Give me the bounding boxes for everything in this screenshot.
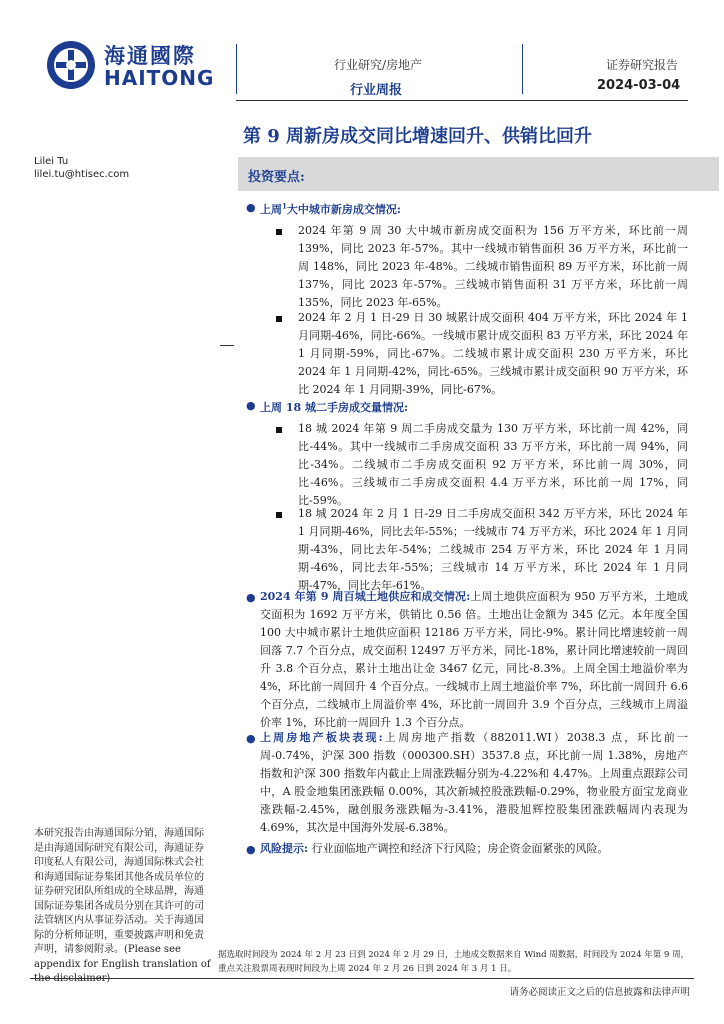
header-divider <box>236 44 237 94</box>
second-hand-monthly-text: 18 城 2024 年 2 月 1 日-29 日二手房成交面积 342 万平方米，环比 2024 年 1 月同期-46%，同比去年-55%；一线城市 74 万平方米，环比 2024 年 1 月同期-43%，同比去年-54%；二线城市 254 万平方米，环比 2024 年 1 月同期-46%，同比去年-55%；三线城市 14 万平方米，环比 2024 年 1 月同期-47%，同比去年-61%。 <box>298 507 688 592</box>
header-divider <box>522 44 523 94</box>
key-points-bar <box>238 157 719 191</box>
report-title: 第 9 周新房成交同比增速回升、供销比回升 <box>243 126 593 147</box>
risk-warning-paragraph: 风险提示: 行业面临地产调控和经济下行风险；房企资金面紧张的风险。 <box>260 842 609 855</box>
land-supply-paragraph: 2024 年第 9 周百城土地供应和成交情况:上周土地供应面积为 950 万平方米，土地成交面积为 1692 万平方米，供销比 0.56 倍。土地出让金额为 345 亿元。本年度全国 100 大中城市累计土地供应面积 12186 万平方米，同比-9%。累计同比增速较前一周回落 7.7 个百分点，成交面积 12497 万平方米，同比-18%，累计同比增速较前一周回升 3.8 个百分点，累计土地出让金 3467 亿元，同比-8.3%。上周全国土地溢价率为 4%，环比前一周回升 4 个百分点。一线城市上周土地溢价率 7%，环比前一周回升 6.6 个百分点，二线城市上周溢价率 4%，环比前一周回升 3.9 个百分点，三线城市上周溢价率 1%，环比前一周回升 1.3 个百分点。 <box>260 590 688 729</box>
section-bullet-icon: ● <box>246 201 256 214</box>
new-homes-weekly-text: 2024 年第 9 周 30 大中城市新房成交面积为 156 万平方米，环比前一周 139%，同比 2023 年-57%。其中一线城市销售面积 36 万平方米，环比前一周 148%，同比 2023 年-48%。二线城市销售面积 89 万平方米，环比前一周 137%，同比 2023 年-57%。三线城市销售面积 31 万平方米，环比前一周 135%，同比 2023 年-65%。 <box>298 224 688 309</box>
legal-notice: 请务必阅读正文之后的信息披露和法律声明 <box>509 987 690 998</box>
section-heading-sector: 上周房地产板块表现: <box>260 731 383 744</box>
report-series: 行业周报 <box>350 83 403 98</box>
section-bullet-icon: ● <box>246 591 256 604</box>
new-homes-monthly-text: 2024 年 2 月 1 日-29 日 30 城累计成交面积 404 万平方米，环比 2024 年 1 月同期-46%，同比-66%。一线城市累计成交面积 83 万平方米，环比 2024 年 1 月同期-59%，同比-67%。二线城市累计成交面积 230 万平方米，环比 2024 年 1 月同期-42%，同比-65%。三线城市累计成交面积 90 万平方米，环比 2024 年 1 月同期-39%，同比-67%。 <box>298 311 688 396</box>
section-bullet-icon: ● <box>246 843 256 856</box>
square-bullet-icon <box>276 512 282 518</box>
square-bullet-icon <box>276 229 282 235</box>
sector-performance-paragraph: 上周房地产板块表现:上周房地产指数（882011.WI）2038.3 点，环比前一周-0.74%，沪深 300 指数（000300.SH）3537.8 点，环比前一周 1.38%，房地产指数和沪深 300 指数年内截止上周涨跌幅分别为-4.22%和 4.47%。上周重点跟踪公司中，A 股金地集团涨跌幅 0.00%，其次新城控股涨跌幅-0.29%，物业股方面宝龙商业涨跌幅-2.45%，融创服务涨跌幅为-3.41%，港股旭辉控股集团涨跌幅周内表现为 4.69%，其次是中国海外发展-6.38%。 <box>260 731 689 834</box>
author-name: Lilei Tu <box>34 156 69 167</box>
section-bullet-icon: ● <box>246 399 256 412</box>
square-bullet-icon <box>276 316 282 322</box>
report-category: 行业研究/房地产 <box>334 58 423 72</box>
distribution-disclaimer: 本研究报告由海通国际分销，海通国际是由海通国际研究有限公司，海通证券印度私人有限公司，海通国际株式会社和海通国际证券集团其他各成员单位的证券研究团队所组成的全球品牌，海通国际证券集团各成员分别在其许可的司法管辖区内从事证券活动。关于海通国际的分析师证明，重要披露声明和免责声明，请参阅附录。(Please see appendix for English translation of <box>34 828 211 970</box>
section-bullet-icon: ● <box>246 732 256 745</box>
margin-dash <box>220 345 234 346</box>
haitong-logo-icon <box>46 40 96 90</box>
data-footnote: 据选取时间段为 2024 年 2 月 23 日到 2024 年 2 月 29 日，土地成交数据来自 Wind 周数据，时间段为 2024 年第 9 周，重点关注股票周表现时间段为上周 2024 年 2 月 26 日到 2024 年 3 月 1 日。 <box>218 950 690 974</box>
author-email[interactable]: lilei.tu@htisec.com <box>34 169 130 180</box>
key-points-label: 投资要点: <box>248 170 305 185</box>
section-heading-risk: 风险提示: <box>260 842 309 855</box>
logo-chinese-name: 海通國際 <box>104 44 196 68</box>
report-type: 证券研究报告 <box>606 58 679 72</box>
report-date: 2024-03-04 <box>597 78 681 93</box>
section-heading-land: 2024 年第 9 周百城土地供应和成交情况: <box>260 590 471 603</box>
section-heading-second-hand: 上周 18 城二手房成交量情况: <box>260 401 409 414</box>
section-heading-new-homes: 上周$^1$大中城市新房成交情况: <box>260 201 401 216</box>
second-hand-weekly-text: 18 城 2024 年第 9 周二手房成交量为 130 万平方米，环比前一周 42%，同比-44%。其中一线城市二手房成交面积 33 万平方米，环比前一周 94%，同比-34%。二线城市二手房成交面积 92 万平方米，环比前一周 30%，同比-46%。三线城市二手房成交面积 4.4 万平方米，环比前一周 17%，同比-59%。 <box>298 422 688 507</box>
logo-english-name: HAITONG <box>104 66 215 90</box>
footer-rule <box>30 978 694 979</box>
header-rule <box>236 100 688 101</box>
square-bullet-icon <box>276 427 282 433</box>
